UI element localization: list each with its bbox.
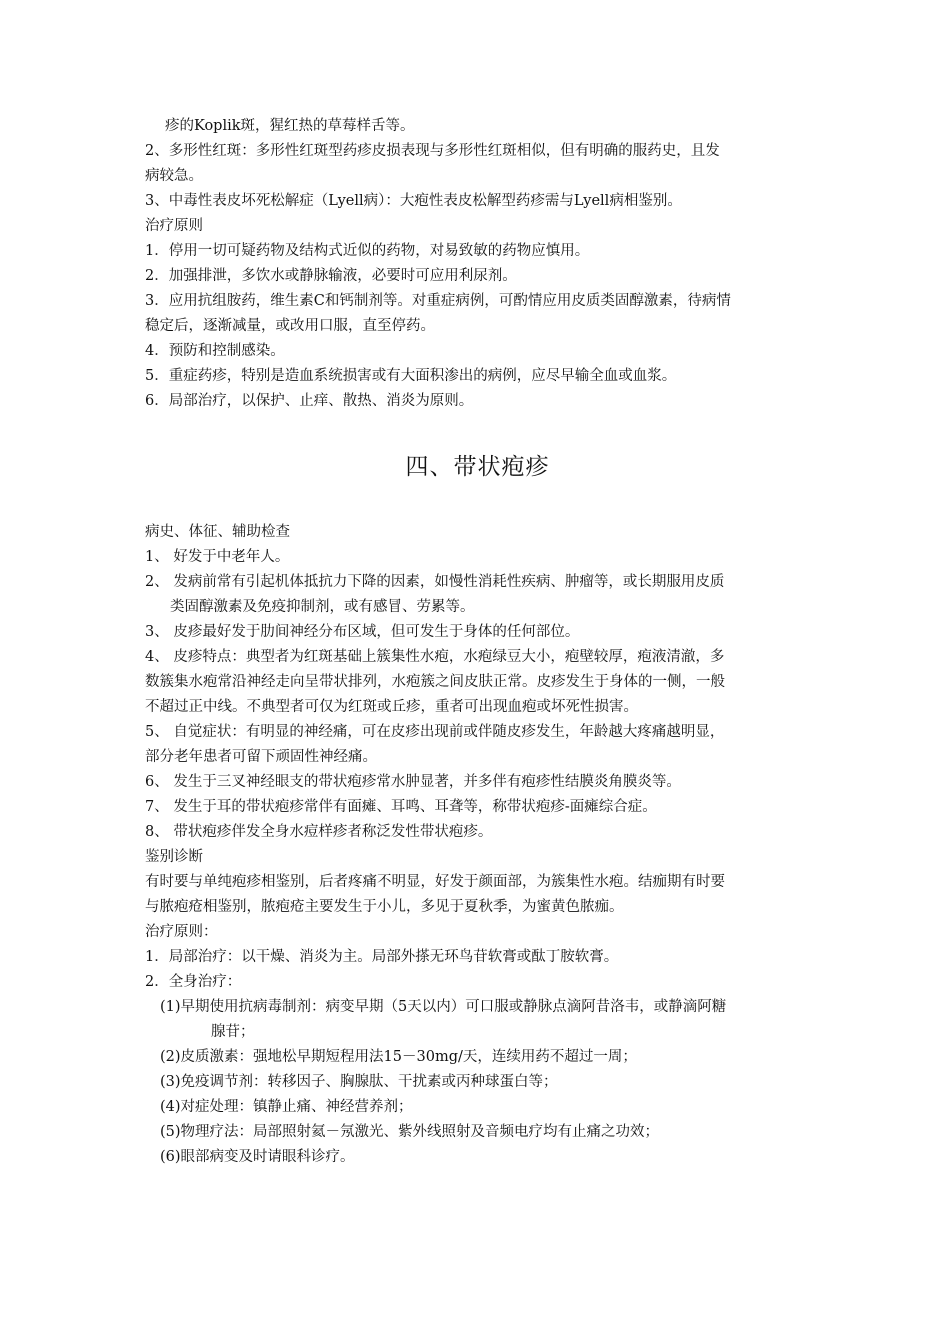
diff-item-2: 2、多形性红斑：多形性红斑型药疹皮损表现与多形性红斑相似，但有明确的服药史，且发 [145, 143, 720, 159]
history-item-5: 5、 自觉症状：有明显的神经痛，可在皮疹出现前或伴随皮疹发生，年龄越大疼痛越明显， [145, 724, 725, 740]
history-item-4-cont: 数簇集水疱常沿神经走向呈带状排列，水疱簇之间皮肤正常。皮疹发生于身体的一侧，一般 [145, 674, 725, 690]
history-heading: 病史、体征、辅助检查 [145, 524, 290, 540]
history-item-2-cont: 类固醇激素及免疫抑制剂，或有感冒、劳累等。 [170, 599, 475, 615]
treatment-heading-2: 治疗原则： [145, 924, 218, 940]
document-page [145, 114, 810, 1170]
continued-line: 疹的Koplik斑，猩红热的草莓样舌等。 [165, 118, 415, 134]
systemic-item-4: (4)对症处理：镇静止痛、神经营养剂； [160, 1099, 413, 1115]
diagnosis-text-cont: 与脓疱疮相鉴别，脓疱疮主要发生于小儿，多见于夏秋季，为蜜黄色脓痂。 [145, 899, 624, 915]
section-title: 四、带状疱疹 [405, 454, 550, 480]
treatment-item-2: 2．加强排泄，多饮水或静脉输液，必要时可应用利尿剂。 [145, 268, 517, 284]
history-item-4-cont2: 不超过正中线。不典型者可仅为红斑或丘疹，重者可出现血疱或坏死性损害。 [145, 699, 638, 715]
systemic-item-6: (6)眼部病变及时请眼科诊疗。 [160, 1149, 355, 1165]
treatment-local: 1．局部治疗：以干燥、消炎为主。局部外搽无环鸟苷软膏或酞丁胺软膏。 [145, 949, 619, 965]
treatment-systemic: 2．全身治疗： [145, 974, 242, 990]
diff-item-3: 3、中毒性表皮坏死松解症（Lyell病）：大疱性表皮松解型药疹需与Lyell病相鉴别。 [145, 193, 682, 209]
history-item-1: 1、 好发于中老年人。 [145, 549, 290, 565]
diagnosis-text: 有时要与单纯疱疹相鉴别，后者疼痛不明显，好发于颜面部，为簇集性水疱。结痂期有时要 [145, 874, 725, 890]
treatment-item-6: 6．局部治疗，以保护、止痒、散热、消炎为原则。 [145, 393, 474, 409]
systemic-item-3: (3)免疫调节剂：转移因子、胸腺肽、干扰素或丙种球蛋白等； [160, 1074, 558, 1090]
treatment-item-1: 1．停用一切可疑药物及结构式近似的药物，对易致敏的药物应慎用。 [145, 243, 590, 259]
systemic-item-2: (2)皮质激素：强地松早期短程用法15－30mg/天，连续用药不超过一周； [160, 1049, 637, 1065]
systemic-item-1: (1)早期使用抗病毒制剂：病变早期（5天以内）可口服或静脉点滴阿昔洛韦，或静滴阿糖 [160, 999, 727, 1015]
history-item-7: 7、 发生于耳的带状疱疹常伴有面瘫、耳鸣、耳聋等，称带状疱疹-面瘫综合症。 [145, 799, 657, 815]
history-item-6: 6、 发生于三叉神经眼支的带状疱疹常水肿显著，并多伴有疱疹性结膜炎角膜炎等。 [145, 774, 681, 790]
diagnosis-heading: 鉴别诊断 [145, 849, 203, 865]
history-item-4: 4、 皮疹特点：典型者为红斑基础上簇集性水疱，水疱绿豆大小，疱壁较厚，疱液清澈，多 [145, 649, 725, 665]
treatment-item-5: 5．重症药疹，特别是造血系统损害或有大面积渗出的病例，应尽早输全血或血浆。 [145, 368, 677, 384]
history-item-2: 2、 发病前常有引起机体抵抗力下降的因素，如慢性消耗性疾病、肿瘤等，或长期服用皮质 [145, 574, 725, 590]
diff-item-2-cont: 病较急。 [145, 168, 203, 184]
treatment-heading: 治疗原则 [145, 218, 203, 234]
treatment-item-4: 4．预防和控制感染。 [145, 343, 285, 359]
treatment-item-3: 3．应用抗组胺药，维生素C和钙制剂等。对重症病例，可酌情应用皮质类固醇激素，待病情 [145, 293, 731, 309]
history-item-8: 8、 带状疱疹伴发全身水痘样疹者称泛发性带状疱疹。 [145, 824, 493, 840]
treatment-item-3-cont: 稳定后，逐渐减量，或改用口服，直至停药。 [145, 318, 435, 334]
history-item-5-cont: 部分老年患者可留下顽固性神经痛。 [145, 749, 377, 765]
systemic-item-5: (5)物理疗法：局部照射氦－氖激光、紫外线照射及音频电疗均有止痛之功效； [160, 1124, 660, 1140]
systemic-item-1-cont: 腺苷； [211, 1024, 255, 1040]
history-item-3: 3、 皮疹最好发于肋间神经分布区域，但可发生于身体的任何部位。 [145, 624, 580, 640]
